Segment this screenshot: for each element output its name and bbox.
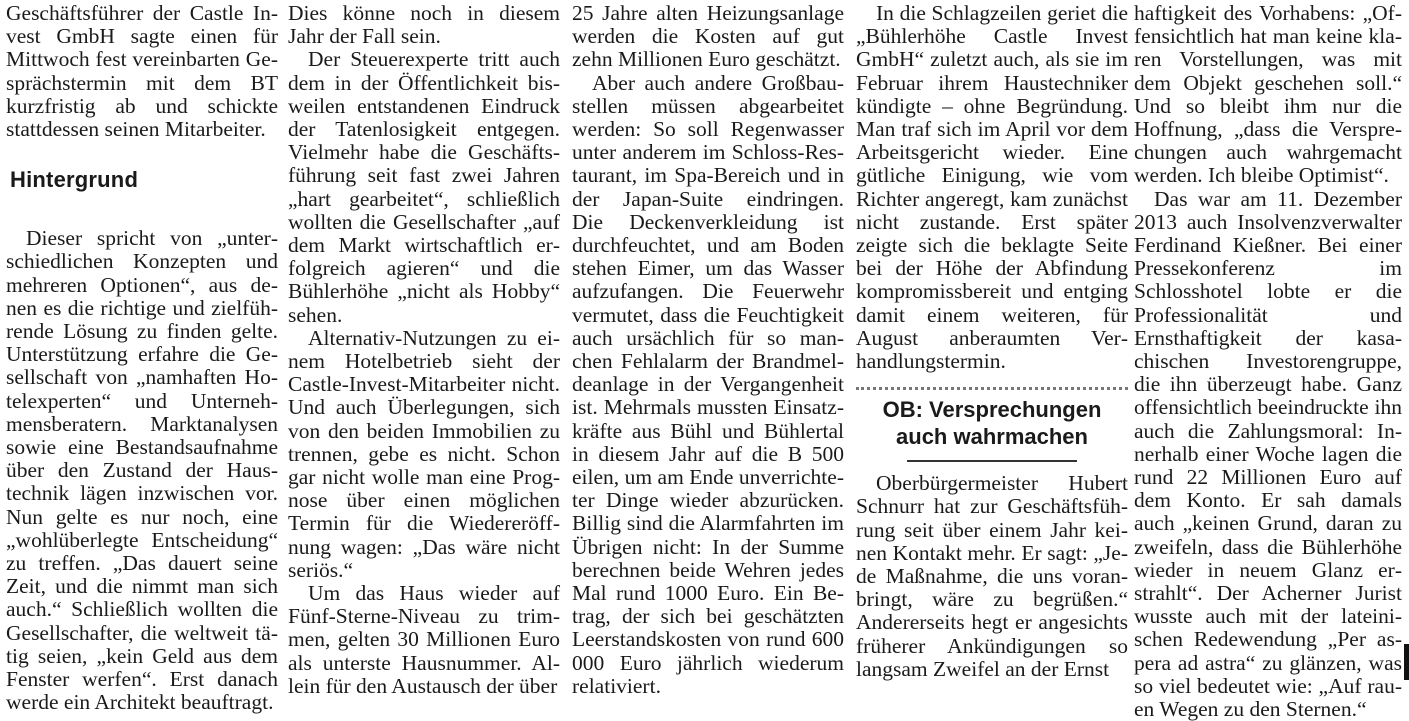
dotted-divider xyxy=(856,387,1128,390)
paragraph: 25 Jahre alten Heizungsanlage werden die Kosten auf gut zehn Millionen Euro geschätzt. xyxy=(572,1,844,72)
paragraph: Dies könne noch in diesem Jahr der Fall sein. xyxy=(288,1,560,49)
paragraph: haftigkeit des Vorhabens: „Offensichtlich hat man keine klaren Vorstellungen, was mit dem Objekt geschehen soll.“ Und so bleibt ihm nur die Hoffnung, „dass die Versprechungen auch wahrgemacht werden. Ich bleibe Optimist“. xyxy=(1134,1,1402,188)
paragraph: Aber auch andere Großbaustellen müssen abgearbeitet werden: So soll Regenwasser unter anderem im Schloss-Restaurant, im Spa-Bereich und in der Japan-Suite eindringen. Die Deckenverkleidung ist durchfeuchtet, und am Boden stehen Eimer, um das Wasser aufzufangen. Die Feuerwehr vermutet, dass die Feuchtigkeit auch ursächlich für so manchen Fehlalarm der Brandmeldeanlage in der Vergangenheit ist. Mehrmals mussten Einsatzkräfte aus Bühl und Bühlertal in diesem Jahr auf die B 500 eilen, um am Ende unverrichteter Dinge wieder abzurücken. Billig sind die Alarmfahrten im Übrigen nicht: In der Summe berechnen beide Wehren jedes Mal rund 1000 Euro. Ein Betrag, der sich bei geschätzten Leerstandskosten von rund 600 000 Euro jährlich wiederum relativiert. xyxy=(572,70,844,698)
paragraph: Um das Haus wieder auf Fünf-Sterne-Niveau zu trimmen, gelten 30 Millionen Euro als unterste Hausnummer. Allein für den Austausch der über xyxy=(288,581,560,698)
paragraph: In die Schlagzeilen geriet die „Bühlerhöhe Castle Invest GmbH“ zuletzt auch, als sie im Februar ihrem Haustechniker kündigte – ohne Begründung. Man traf sich im April vor dem Arbeitsgericht wieder. Eine gütliche Einigung, wie vom Richter angeregt, kam zunächst nicht zustande. Erst später zeigte sich die beklagte Seite bei der Höhe der Abfindung kompromissbereit und entging damit einem weiteren, für August anberaumten Verhandlungstermin. xyxy=(856,1,1128,374)
article-column-1 xyxy=(6,2,278,714)
article-column-5 xyxy=(1134,2,1402,721)
heading-underline xyxy=(907,460,1077,462)
article-column-2 xyxy=(288,2,560,698)
paragraph: Dieser spricht von „unterschiedlichen Konzepten und mehreren Optionen“, aus denen es die richtige und zielführende Lösung zu finden gelte. Unterstützung erfahre die Gesellschaft von „namhaften Hotelexperten“ und Unternehmensberatern. Marktanalysen sowie eine Bestandsaufnahme über den Zustand der Haustechnik lägen inzwischen vor. Nun gelte es nur noch, eine „wohlüberlegte Entscheidung“ zu treffen. „Das dauert seine Zeit, und die nimmt man sich auch.“ Schließlich wollten die Gesellschafter, die weltweit tätig seien, „kein Geld aus dem Fenster werfen“. Erst danach werde ein Architekt beauftragt. xyxy=(6,226,278,715)
paragraph: Alternativ-Nutzungen zu einem Hotelbetrieb sieht der Castle-Invest-Mitarbeiter nicht. Und auch Überlegungen, sich von den beiden Immobilien zu trennen, gebe es nicht. Schon gar nicht wolle man eine Prognose über einen möglichen Termin für die Wiedereröffnung wagen: „Das wäre nicht seriös.“ xyxy=(288,325,560,582)
scan-edge-mark xyxy=(1404,644,1409,680)
paragraph: Oberbürgermeister Hubert Schnurr hat zur Geschäftsführung seit über einem Jahr keinen Kontakt mehr. Er sagt: „Jede Maßnahme, die uns voranbringt, wäre zu begrüßen.“ Andererseits hegt er angesichts früherer Ankündigungen so langsam Zweifel an der Ernst xyxy=(856,471,1128,681)
section-heading-ob: OB: Versprechungen auch wahrmachen xyxy=(882,397,1102,450)
paragraph: Geschäftsführer der Castle Invest GmbH sagte einen für Mittwoch fest vereinbarten Gesprächstermin mit dem BT kurzfristig ab und schickte stattdessen seinen Mitarbeiter. xyxy=(6,1,278,142)
article-column-4 xyxy=(856,2,1128,681)
section-heading-hintergrund: Hintergrund xyxy=(10,167,139,193)
article-column-3 xyxy=(572,2,844,698)
paragraph: Der Steuerexperte tritt auch dem in der Öffentlichkeit bisweilen entstandenen Eindruck der Tatenlosigkeit entgegen. Vielmehr habe die Geschäftsführung seit fast zwei Jahren „hart gearbeitet“, schließlich wollten die Gesellschafter „auf dem Markt wirtschaftlich erfolgreich agieren“ und die Bühlerhöhe „nicht als Hobby“ sehen. xyxy=(288,47,560,327)
paragraph: Das war am 11. Dezember 2013 auch Insolvenzverwalter Ferdinand Kießner. Bei einer Pressekonferenz im Schlosshotel lobte er die Professionalität und Ernsthaftigkeit der kasachischen Investorengruppe, die ihn überzeugt habe. Ganz offensichtlich beeindruckte ihn auch die Zahlungsmoral: Innerhalb einer Woche lagen die rund 22 Millionen Euro auf dem Konto. Er sah damals auch „keinen Grund, daran zu zweifeln, dass die Bühlerhöhe wieder in neuem Glanz erstrahlt“. Der Acherner Jurist wusste auch mit der lateinischen Redewendung „Per aspera ad astra“ zu glänzen, was so viel bedeutet wie: „Auf rauen Wegen zu den Sternen.“ xyxy=(1134,186,1402,721)
